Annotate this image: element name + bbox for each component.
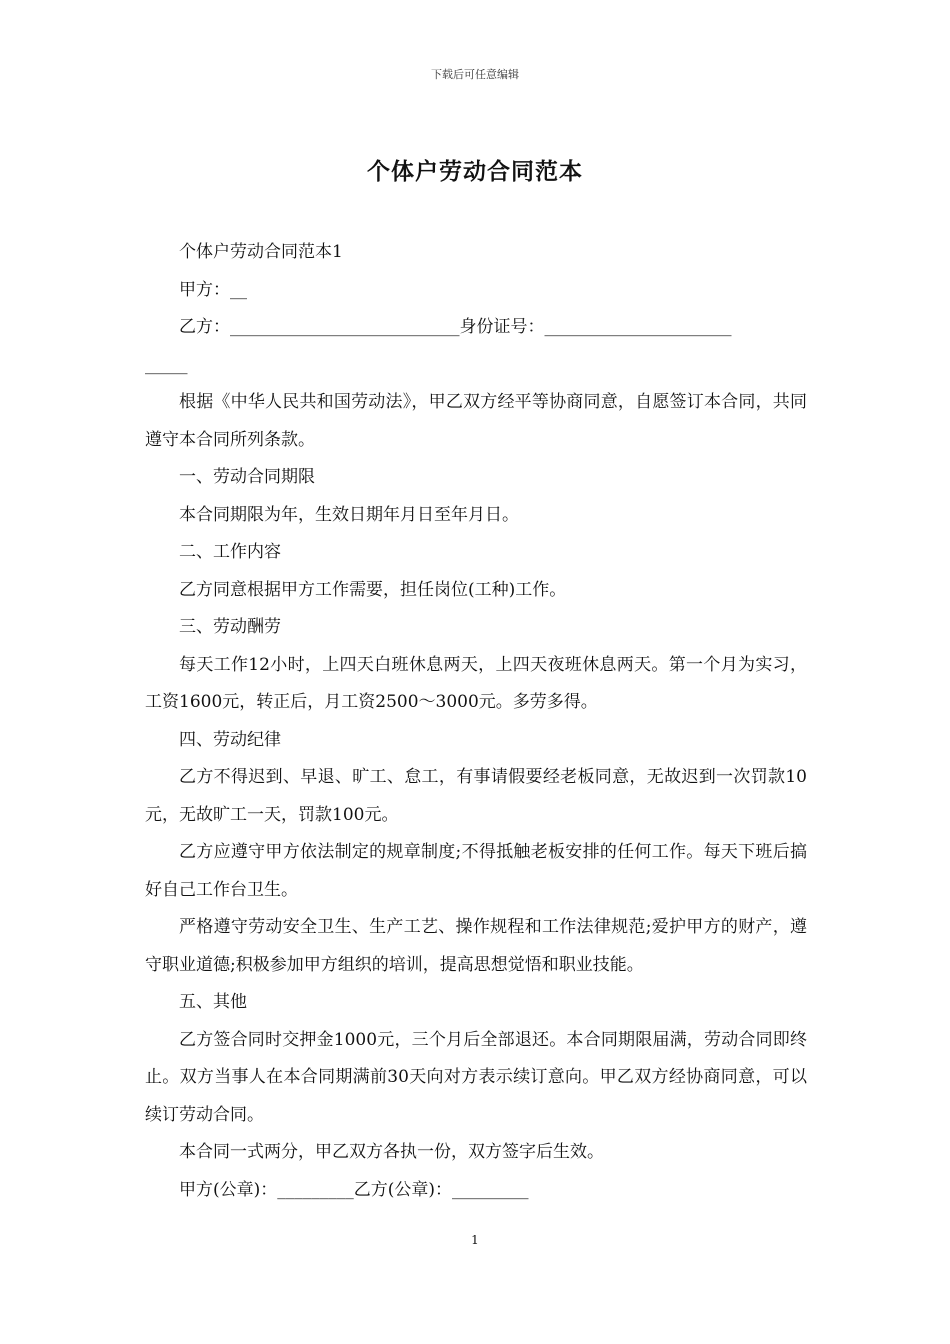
party-b-line: 乙方：___________________________身份证号：______________________	[179, 317, 732, 337]
party-b-line-continuation: _____	[145, 354, 188, 375]
subtitle-line: 个体户劳动合同范本1	[179, 242, 343, 262]
section-heading-term: 一、劳动合同期限	[179, 467, 315, 487]
copies-paragraph: 本合同一式两分，甲乙双方各执一份，双方签字后生效。	[179, 1142, 604, 1162]
party-a-line: 甲方：__	[179, 279, 247, 300]
section-heading-work: 二、工作内容	[179, 542, 281, 562]
pay-paragraph: 每天工作12小时，上四天白班休息两天，上四天夜班休息两天。第一个月为实习，工资1600元，转正后，月工资2500～3000元。多劳多得。	[145, 654, 807, 712]
term-paragraph: 本合同期限为年，生效日期年月日至年月日。	[179, 504, 519, 525]
contract-body	[145, 234, 807, 1209]
section-heading-other: 五、其他	[179, 992, 247, 1012]
header-note: 下载后可任意编辑	[431, 68, 519, 81]
discipline-paragraph-2: 乙方应遵守甲方依法制定的规章制度;不得抵触老板安排的任何工作。每天下班后搞好自己工作台卫生。	[145, 842, 807, 900]
signature-line: 甲方(公章)：_________乙方(公章)：_________	[179, 1179, 529, 1200]
preamble-paragraph: 根据《中华人民共和国劳动法》，甲乙双方经平等协商同意，自愿签订本合同，共同遵守本合同所列条款。	[145, 392, 807, 450]
section-heading-discipline: 四、劳动纪律	[179, 729, 281, 750]
other-paragraph: 乙方签合同时交押金1000元，三个月后全部退还。本合同期限届满，劳动合同即终止。双方当事人在本合同期满前30天向对方表示续订意向。甲乙双方经协商同意，可以续订劳动合同。	[145, 1029, 807, 1125]
work-paragraph: 乙方同意根据甲方工作需要，担任岗位(工种)工作。	[179, 579, 567, 600]
document-title: 个体户劳动合同范本	[367, 158, 583, 185]
page-number: 1	[471, 1233, 479, 1247]
discipline-paragraph-3: 严格遵守劳动安全卫生、生产工艺、操作规程和工作法律规范;爱护甲方的财产，遵守职业道德;积极参加甲方组织的培训，提高思想觉悟和职业技能。	[145, 917, 807, 975]
discipline-paragraph-1: 乙方不得迟到、早退、旷工、怠工，有事请假要经老板同意，无故迟到一次罚款10元，无故旷工一天，罚款100元。	[145, 767, 807, 825]
section-heading-pay: 三、劳动酬劳	[179, 617, 281, 637]
